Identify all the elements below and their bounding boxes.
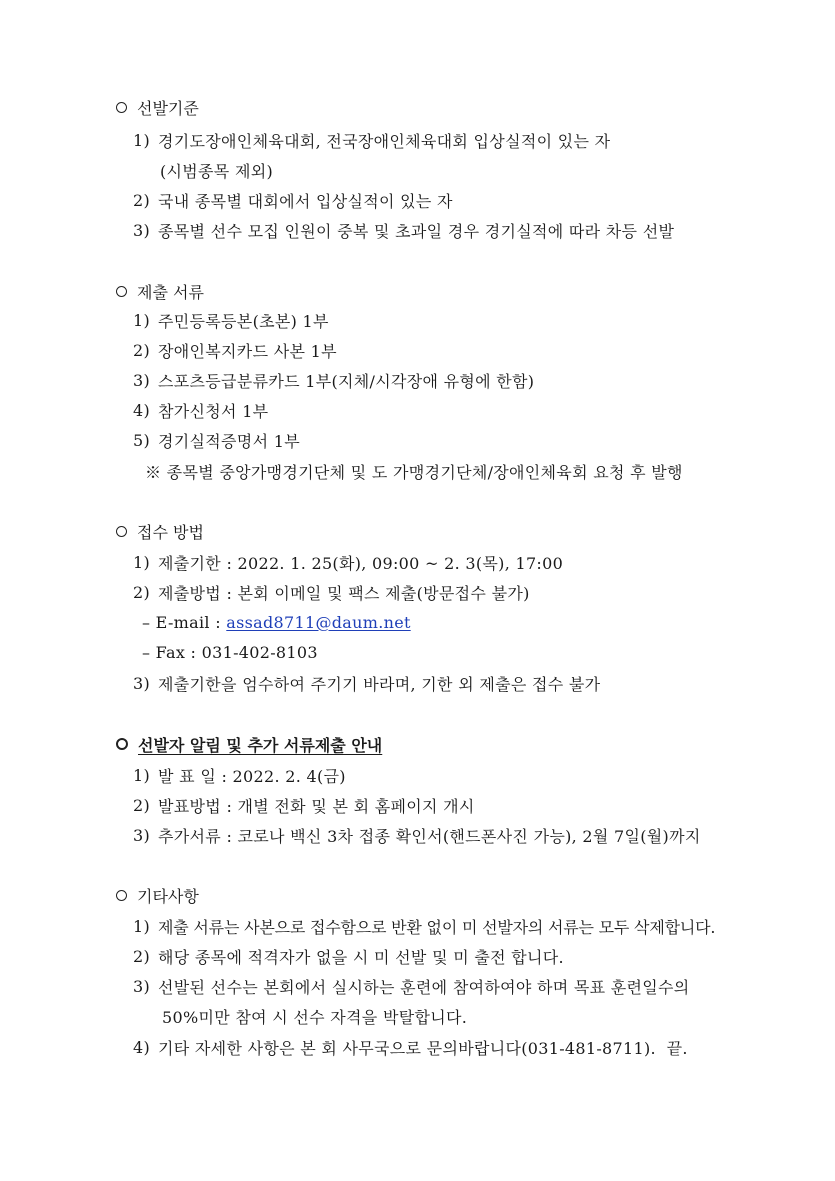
note-text: ※ 종목별 중앙가맹경기단체 및 도 가맹경기단체/장애인체육회 요청 후 발행: [145, 462, 683, 482]
list-item-continuation: 50%미만 참여 시 선수 자격을 박탈합니다.: [162, 1007, 468, 1027]
list-item: 2) 해당 종목에 적격자가 없을 시 미 선발 및 미 출전 합니다.: [133, 946, 564, 967]
section-title: 선발기준: [137, 98, 199, 118]
list-item: 1) 주민등록등본(초본) 1부: [133, 310, 329, 331]
circle-bullet-icon: [116, 526, 127, 537]
circle-bullet-icon: [116, 738, 128, 750]
list-item: 1) 제출 서류는 사본으로 접수함으로 반환 없이 미 선발자의 서류는 모두 삭제합니다.: [133, 916, 716, 937]
list-item: 5) 경기실적증명서 1부: [133, 430, 300, 451]
method-line: 2) 제출방법 : 본회 이메일 및 팩스 제출(방문접수 불가): [133, 582, 530, 603]
list-item: 3) 제출기한을 엄수하여 주기기 바라며, 기한 외 제출은 접수 불가: [133, 673, 601, 694]
list-item: 1) 발 표 일 : 2022. 2. 4(금): [133, 765, 346, 786]
list-item: 3) 추가서류 : 코로나 백신 3차 접종 확인서(핸드폰사진 가능), 2월 7일(월)까지: [133, 825, 701, 846]
section-heading-announcement: [116, 731, 382, 757]
list-item: 3) 종목별 선수 모집 인원이 중복 및 초과일 경우 경기실적에 따라 차등 선발: [133, 220, 675, 241]
section-title: 접수 방법: [137, 522, 204, 542]
section-title: 제출 서류: [137, 282, 204, 302]
section-heading-documents: [116, 278, 204, 304]
list-item: 2) 발표방법 : 개별 전화 및 본 회 홈페이지 개시: [133, 795, 475, 816]
list-item: 3) 스포츠등급분류카드 1부(지체/시각장애 유형에 한함): [133, 370, 535, 391]
fax-line: – Fax : 031-402-8103: [142, 642, 318, 662]
section-heading-misc: [116, 882, 199, 908]
email-line: – E-mail : assad8711@daum.net: [142, 612, 411, 632]
list-item: 2) 국내 종목별 대회에서 입상실적이 있는 자: [133, 190, 453, 211]
section-title: 기타사항: [137, 886, 199, 906]
list-item: 4) 참가신청서 1부: [133, 400, 269, 421]
circle-bullet-icon: [116, 890, 127, 901]
section-title: 선발자 알림 및 추가 서류제출 안내: [138, 735, 383, 755]
section-heading-criteria: [116, 94, 199, 120]
section-heading-submission: [116, 518, 204, 544]
list-item: 1) 경기도장애인체육대회, 전국장애인체육대회 입상실적이 있는 자: [133, 130, 611, 151]
list-item: 3) 선발된 선수는 본회에서 실시하는 훈련에 참여하여야 하며 목표 훈련일수의: [133, 976, 690, 997]
circle-bullet-icon: [116, 286, 127, 297]
circle-bullet-icon: [116, 102, 127, 113]
list-item: 2) 장애인복지카드 사본 1부: [133, 340, 337, 361]
list-item: 4) 기타 자세한 사항은 본 회 사무국으로 문의바랍니다(031-481-8711). 끝.: [133, 1037, 688, 1058]
deadline-line: 1) 제출기한 : 2022. 1. 25(화), 09:00 ~ 2. 3(목), 17:00: [133, 552, 564, 573]
list-item-continuation: (시범종목 제외): [160, 161, 274, 181]
email-link[interactable]: assad8711@daum.net: [226, 612, 411, 632]
